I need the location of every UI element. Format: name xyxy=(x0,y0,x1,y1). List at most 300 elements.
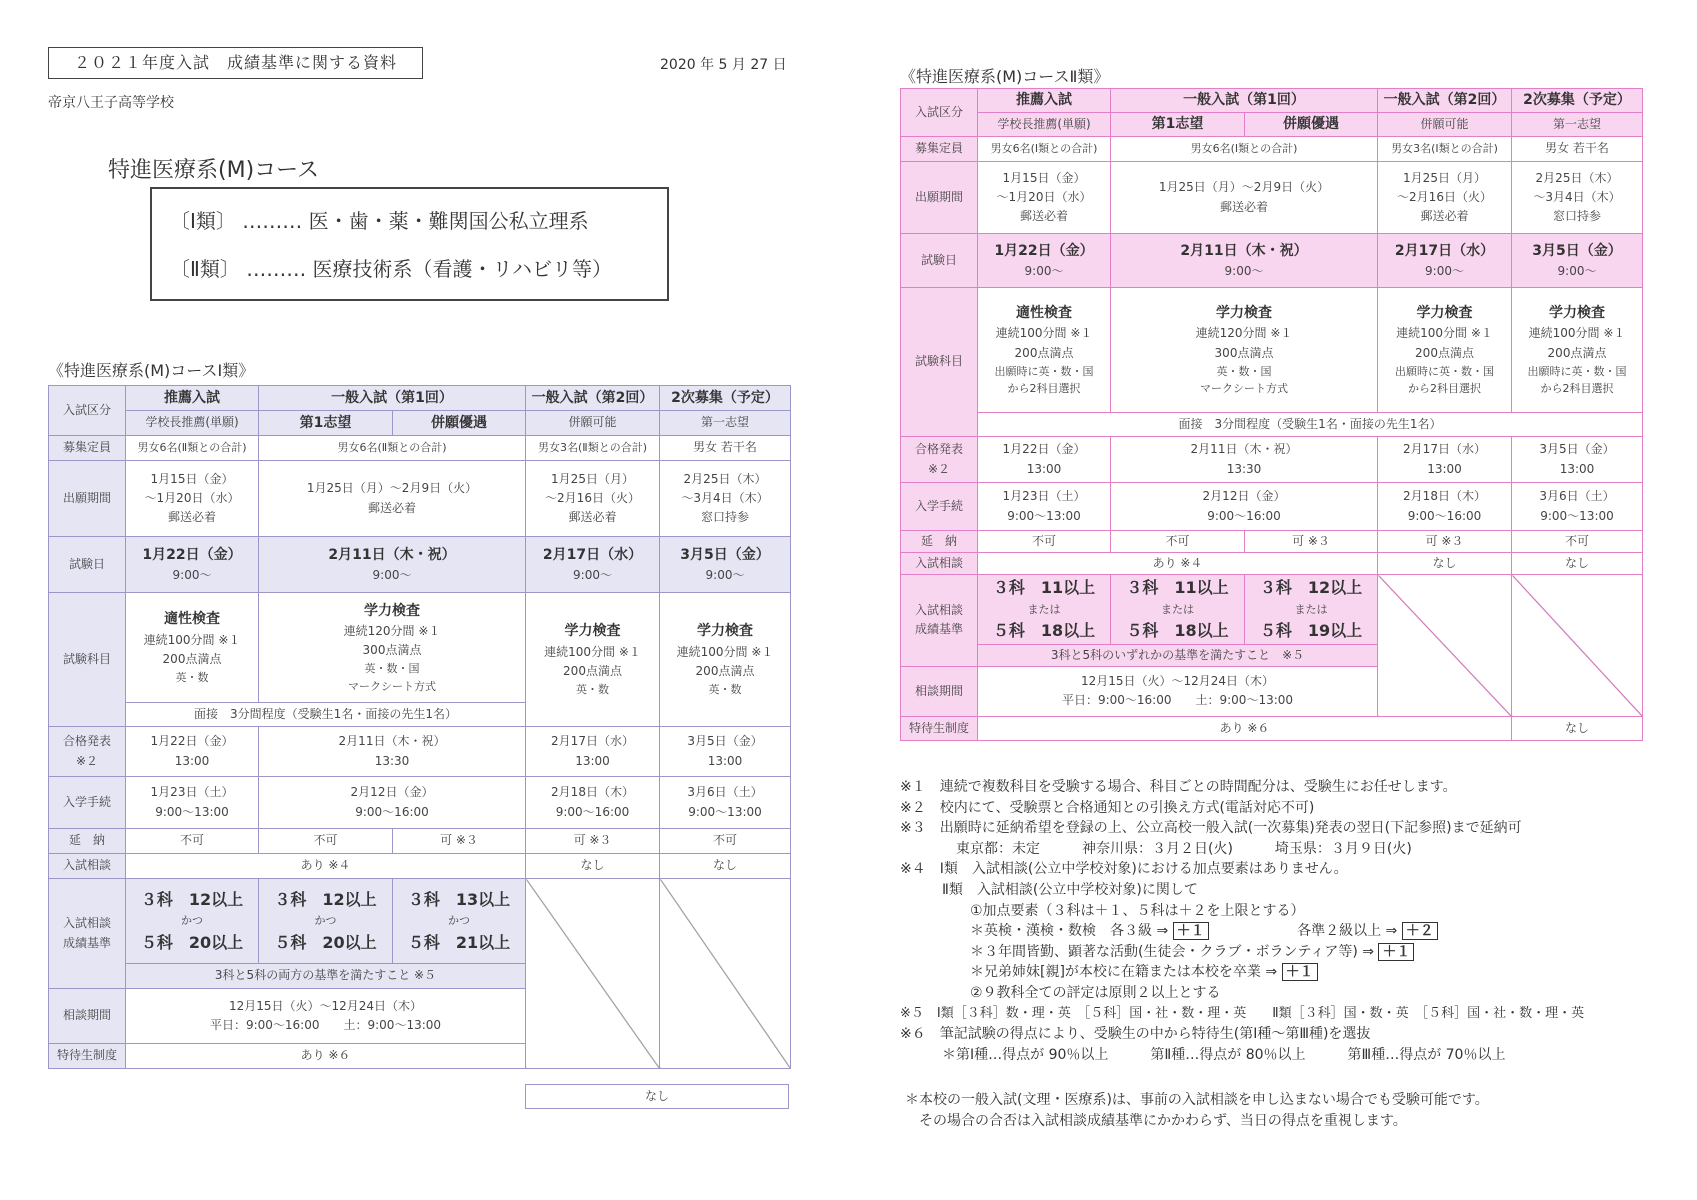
criteria-note: 3科と5科のいずれかの基準を満たすこと ※５ xyxy=(978,644,1378,666)
period-line: 郵送必着 xyxy=(1219,199,1268,214)
examday-date: 3月5日（金） xyxy=(680,546,770,563)
proc-ippan2 xyxy=(1378,483,1512,531)
label-exam-day: 試験日 xyxy=(49,537,126,593)
label-subjects: 試験科目 xyxy=(49,593,126,727)
pass-ippan2 xyxy=(526,727,660,777)
subject-line: 英・数 xyxy=(175,671,209,685)
head-niji: 2次募集（予定） xyxy=(1512,89,1643,113)
capacity-niji: 男女 若干名 xyxy=(1512,137,1643,162)
criteria-heigan xyxy=(393,879,526,964)
examday-ippan1 xyxy=(1111,234,1378,288)
examday-date: 1月22日（金） xyxy=(994,242,1094,259)
criteria-conj: かつ xyxy=(448,914,470,928)
capacity-niji: 男女 若干名 xyxy=(660,436,791,461)
class1-line: 〔Ⅰ類〕 ……… 医・歯・薬・難関国公私立理系 xyxy=(170,209,589,233)
table1-title: 《特進医療系(M)コースⅠ類》 xyxy=(48,361,255,380)
period-ippan1 xyxy=(1111,162,1378,234)
period-line: ～3月4日（木） xyxy=(1533,189,1621,204)
document-title: ２０２１年度入試 成績基準に関する資料 xyxy=(48,47,423,79)
subject-line: 200点満点 xyxy=(1415,345,1474,360)
criteria-note: 3科と5科の両方の基準を満たすこと ※５ xyxy=(126,964,526,989)
proc-date: 2月12日（金） xyxy=(350,785,434,800)
proc-ippan2 xyxy=(526,777,660,829)
examday-time: 9:00～ xyxy=(705,568,745,583)
criteria-3ka: ３科 12以上 xyxy=(140,889,244,909)
subjects-niji xyxy=(1512,288,1643,413)
school-name: 帝京八王子高等学校 xyxy=(48,95,174,111)
period-line: 2月25日（木） xyxy=(1535,170,1619,185)
subject-line: から2科目選択 xyxy=(1540,382,1614,396)
bonus-plus2: ＋２ xyxy=(1402,922,1438,940)
criteria-ippan2-na xyxy=(1378,575,1512,717)
defer-niji: 不可 xyxy=(1512,531,1643,553)
label-line: 成績基準 xyxy=(62,935,111,950)
subject-line: 連続100分間 ※１ xyxy=(676,644,774,659)
pass-time: 13:00 xyxy=(707,753,743,768)
consult-first: あり ※４ xyxy=(126,854,526,879)
label-pass xyxy=(49,727,126,777)
note-4-class2: Ⅱ類 入試相談(公立中学校対象)に関して xyxy=(900,881,1198,898)
head-suisen: 推薦入試 xyxy=(126,386,259,411)
note-6: ※６ 筆記試験の得点により、受験生の中から特待生(第Ⅰ種～第Ⅲ種)を選抜 xyxy=(900,1026,1371,1043)
proc-suisen xyxy=(978,483,1111,531)
criteria-ippan2-na xyxy=(526,879,660,1069)
label-criteria xyxy=(901,575,978,667)
bonus-plus1: ＋１ xyxy=(1282,963,1318,981)
label-consult: 入試相談 xyxy=(49,854,126,879)
subject-line: 連続120分間 ※１ xyxy=(1195,326,1293,341)
examday-date: 2月11日（木・祝） xyxy=(1180,242,1308,259)
note-4: ※４ Ⅰ類 入試相談(公立中学校対象)における加点要素はありません。 xyxy=(900,861,1348,878)
examday-time: 9:00～ xyxy=(372,568,412,583)
period-line: 郵送必着 xyxy=(568,510,617,525)
defer-heigan: 可 ※３ xyxy=(393,829,526,854)
examday-date: 1月22日（金） xyxy=(142,546,242,563)
pass-niji xyxy=(1512,437,1643,483)
criteria-5ka: ５科 18以上 xyxy=(1126,621,1229,641)
label-criteria xyxy=(49,879,126,989)
proc-date: 3月6日（土） xyxy=(1539,489,1615,504)
head-niji: 2次募集（予定） xyxy=(660,386,791,411)
subjects-suisen xyxy=(126,593,259,703)
note-4-bonus-exam xyxy=(900,921,1660,942)
class2-line: 〔Ⅱ類〕 ……… 医療技術系（看護・リハビリ等） xyxy=(170,257,612,281)
period-ippan1 xyxy=(259,461,526,537)
criteria-5ka: ５科 20以上 xyxy=(274,932,377,952)
consult-ippan2: なし xyxy=(526,854,660,879)
proc-date: 2月12日（金） xyxy=(1202,489,1286,504)
subject-line: 200点満点 xyxy=(162,651,222,666)
subject-line: 200点満点 xyxy=(563,663,622,678)
examday-time: 9:00～ xyxy=(1425,264,1464,279)
proc-time: 9:00～13:00 xyxy=(155,804,229,819)
pass-ippan2 xyxy=(1378,437,1512,483)
bonus-exam-text: ＊英検・漢検・数検 各３級 ⇒ xyxy=(900,923,1169,940)
label-line: 合格発表 xyxy=(914,442,963,457)
note-3: ※３ 出願時に延納希望を登録の上、公立高校一般入試(一次募集)発表の翌日(下記参照)まで延納可 xyxy=(900,820,1522,837)
label-pass xyxy=(901,437,978,483)
examday-time: 9:00～ xyxy=(573,568,612,583)
bottom-line-2: その場合の合否は入試相談成績基準にかかわらず、当日の得点を重視します。 xyxy=(905,1113,1407,1129)
footnotes xyxy=(900,777,1660,1065)
label-line: ※２ xyxy=(75,753,99,768)
period-line: 1月15日（金） xyxy=(150,471,234,486)
examday-time: 9:00～ xyxy=(1224,264,1264,279)
bottom-note xyxy=(905,1090,1489,1132)
proc-date: 2月18日（木） xyxy=(551,785,634,800)
proc-time: 9:00～16:00 xyxy=(1207,508,1281,523)
proc-ippan1 xyxy=(259,777,526,829)
label-consult: 入試相談 xyxy=(901,553,978,575)
period-line: ～1月20日（水） xyxy=(996,189,1092,204)
pass-time: 13:00 xyxy=(1026,461,1062,476)
pass-niji xyxy=(660,727,791,777)
criteria-conj: かつ xyxy=(181,914,203,928)
examday-ippan1 xyxy=(259,537,526,593)
subject-line: 200点満点 xyxy=(695,663,755,678)
period-line: ～2月16日（火） xyxy=(545,490,640,505)
examday-time: 9:00～ xyxy=(1024,264,1064,279)
capacity-suisen: 男女6名(Ⅱ類との合計) xyxy=(126,436,259,461)
period-suisen xyxy=(978,162,1111,234)
subject-line: 連続100分間 ※１ xyxy=(1528,326,1626,341)
defer-ippan2: 可 ※３ xyxy=(1378,531,1512,553)
bonus-plus1: ＋１ xyxy=(1173,922,1209,940)
subhead-shibou1: 第1志望 xyxy=(1111,113,1245,137)
proc-suisen xyxy=(126,777,259,829)
criteria-5ka: ５科 19以上 xyxy=(1259,621,1363,641)
period-line: ～3月4日（木） xyxy=(681,490,769,505)
subject-line: 連続120分間 ※１ xyxy=(343,623,441,638)
note-4-bonus-activity xyxy=(900,942,1660,963)
criteria-heigan xyxy=(1245,575,1378,645)
label-line: 成績基準 xyxy=(914,622,963,637)
course-class-box xyxy=(150,187,669,301)
defer-suisen: 不可 xyxy=(126,829,259,854)
examday-niji xyxy=(1512,234,1643,288)
proc-date: 1月23日（土） xyxy=(1002,489,1086,504)
pass-date: 2月11日（木・祝） xyxy=(1190,442,1298,457)
consult-period xyxy=(978,666,1378,716)
subject-line: 英・数 xyxy=(708,683,742,697)
period-line: 窓口持参 xyxy=(1552,209,1601,224)
proc-time: 9:00～16:00 xyxy=(355,804,429,819)
special-first: あり ※６ xyxy=(126,1044,526,1069)
pass-ippan1 xyxy=(1111,437,1378,483)
consult-period-hours: 平日：9:00～16:00 土：9:00～13:00 xyxy=(1061,693,1294,708)
subject-line: 200点満点 xyxy=(1547,345,1607,360)
consult-niji: なし xyxy=(1512,553,1643,575)
table2-schedule xyxy=(900,88,1643,741)
label-line: 入試相談 xyxy=(62,916,111,931)
subject-line: 連続100分間 ※１ xyxy=(1396,326,1493,341)
pass-date: 1月22日（金） xyxy=(150,734,234,749)
subject-line: 英・数・国 xyxy=(364,662,420,676)
subjects-ippan1 xyxy=(1111,288,1378,413)
pass-date: 3月5日（金） xyxy=(1539,442,1615,457)
label-procedure: 入学手続 xyxy=(49,777,126,829)
capacity-suisen: 男女6名(Ⅰ類との合計) xyxy=(978,137,1111,162)
defer-shibou1: 不可 xyxy=(1111,531,1245,553)
criteria-3ka: ３科 11以上 xyxy=(992,578,1096,597)
examday-time: 9:00～ xyxy=(1557,264,1597,279)
proc-time: 9:00～13:00 xyxy=(1007,508,1081,523)
proc-time: 9:00～16:00 xyxy=(555,804,630,819)
subject-line: マークシート方式 xyxy=(348,679,436,693)
pass-ippan1 xyxy=(259,727,526,777)
label-line: 合格発表 xyxy=(62,734,111,749)
proc-time: 9:00～13:00 xyxy=(688,804,762,819)
pass-suisen xyxy=(126,727,259,777)
period-line: 2月25日（木） xyxy=(683,471,767,486)
criteria-3ka: ３科 13以上 xyxy=(407,889,511,909)
capacity-ippan2: 男女3名(Ⅰ類との合計) xyxy=(1378,137,1512,162)
label-kubun: 入試区分 xyxy=(901,89,978,137)
period-line: ～2月16日（火） xyxy=(1397,189,1492,204)
subject-line: マークシート方式 xyxy=(1200,382,1288,396)
period-niji xyxy=(1512,162,1643,234)
criteria-3ka: ３科 12以上 xyxy=(1259,578,1363,597)
criteria-shibou1 xyxy=(1111,575,1245,645)
subject-line: 連続100分間 ※１ xyxy=(143,632,241,647)
head-ippan1: 一般入試（第1回） xyxy=(1111,89,1378,113)
examday-date: 2月11日（木・祝） xyxy=(328,546,456,563)
criteria-shibou1 xyxy=(259,879,393,964)
note-4-bonus-head: ①加点要素（３科は＋１、５科は＋２を上限とする） xyxy=(900,902,1305,919)
consult-first: あり ※４ xyxy=(978,553,1378,575)
table1-schedule xyxy=(48,385,791,1069)
criteria-conj: または xyxy=(1294,602,1328,616)
period-line: 1月25日（月） xyxy=(1403,170,1486,185)
proc-date: 1月23日（土） xyxy=(150,785,234,800)
consult-period-dates: 12月15日（火）～12月24日（木） xyxy=(1080,674,1275,689)
capacity-ippan1: 男女6名(Ⅰ類との合計) xyxy=(1111,137,1378,162)
label-line: ※２ xyxy=(927,461,951,476)
label-capacity: 募集定員 xyxy=(49,436,126,461)
label-exam-day: 試験日 xyxy=(901,234,978,288)
pass-date: 2月17日（水） xyxy=(1403,442,1486,457)
examday-niji xyxy=(660,537,791,593)
criteria-5ka: ５科 18以上 xyxy=(992,621,1096,641)
defer-heigan: 可 ※３ xyxy=(1245,531,1378,553)
note-5: ※５ Ⅰ類［３科］数・理・英 ［５科］国・社・数・理・英 Ⅱ類［３科］国・数・英 ［５科］国・社・数・理・英 xyxy=(900,1005,1585,1021)
subject-line: 連続100分間 ※１ xyxy=(544,644,641,659)
period-line: 1月25日（月）～2月9日（火） xyxy=(306,481,478,496)
label-defer: 延 納 xyxy=(49,829,126,854)
subject-line: 出願時に英・数・国 xyxy=(994,364,1094,378)
pass-date: 2月17日（水） xyxy=(551,734,634,749)
consult-ippan2: なし xyxy=(1378,553,1512,575)
interview-note: 面接 3分間程度（受験生1名・面接の先生1名） xyxy=(126,703,526,727)
pass-time: 13:00 xyxy=(1559,461,1595,476)
period-line: 郵送必着 xyxy=(1019,209,1068,224)
pass-time: 13:00 xyxy=(575,753,610,768)
capacity-ippan1: 男女6名(Ⅱ類との合計) xyxy=(259,436,526,461)
proc-time: 9:00～13:00 xyxy=(1540,508,1614,523)
subjects-niji xyxy=(660,593,791,727)
pass-date: 3月5日（金） xyxy=(687,734,763,749)
label-special: 特待生制度 xyxy=(49,1044,126,1069)
period-line: 1月15日（金） xyxy=(1002,170,1086,185)
criteria-niji-na xyxy=(1512,575,1643,717)
examday-date: 2月17日（水） xyxy=(1394,242,1495,259)
capacity-ippan2: 男女3名(Ⅱ類との合計) xyxy=(526,436,660,461)
subjects-ippan2 xyxy=(1378,288,1512,413)
note-4-bonus-sibling xyxy=(900,962,1660,983)
subject-line: 英・数・国 xyxy=(1216,364,1272,378)
proc-date: 2月18日（木） xyxy=(1403,489,1486,504)
note-2: ※２ 校内にて、受験票と合格通知との引換え方式(電話対応不可) xyxy=(900,799,1315,816)
period-line: 郵送必着 xyxy=(167,510,216,525)
proc-niji xyxy=(660,777,791,829)
special-niji: なし xyxy=(1512,716,1643,740)
subject-type: 学力検査 xyxy=(697,623,753,640)
period-line: ～1月20日（水） xyxy=(144,490,240,505)
examday-suisen xyxy=(978,234,1111,288)
examday-ippan2 xyxy=(526,537,660,593)
subhead-suisen: 学校長推薦(単願) xyxy=(978,113,1111,137)
criteria-conj: または xyxy=(1161,602,1194,616)
label-capacity: 募集定員 xyxy=(901,137,978,162)
consult-niji: なし xyxy=(660,854,791,879)
period-line: 1月25日（月） xyxy=(551,471,634,486)
label-special: 特待生制度 xyxy=(901,716,978,740)
defer-ippan2: 可 ※３ xyxy=(526,829,660,854)
subhead-heigan: 併願優遇 xyxy=(1245,113,1378,137)
label-kubun: 入試区分 xyxy=(49,386,126,436)
subject-line: 出願時に英・数・国 xyxy=(1395,364,1494,378)
bonus-activity-text: ＊３年間皆勤、顕著な活動(生徒会・クラブ・ボランティア等) ⇒ xyxy=(900,943,1374,960)
criteria-conj: または xyxy=(1027,602,1061,616)
note-3-dates: 東京都：未定 神奈川県：３月２日(火) 埼玉県：３月９日(火) xyxy=(900,840,1412,857)
period-niji xyxy=(660,461,791,537)
criteria-3ka: ３科 11以上 xyxy=(1126,578,1229,597)
head-ippan1: 一般入試（第1回） xyxy=(259,386,526,411)
subject-type: 学力検査 xyxy=(1416,305,1473,322)
criteria-5ka: ５科 20以上 xyxy=(140,932,244,952)
subhead-shibou1: 第1志望 xyxy=(259,411,393,436)
subject-type: 適性検査 xyxy=(164,611,220,628)
period-line: 窓口持参 xyxy=(700,510,749,525)
proc-niji xyxy=(1512,483,1643,531)
subjects-suisen xyxy=(978,288,1111,413)
subject-line: 300点満点 xyxy=(362,643,422,658)
interview-note: 面接 3分間程度（受験生1名・面接の先生1名） xyxy=(978,413,1643,437)
period-suisen xyxy=(126,461,259,537)
examday-time: 9:00～ xyxy=(172,568,212,583)
subject-line: 300点満点 xyxy=(1214,345,1274,360)
period-line: 郵送必着 xyxy=(367,500,416,515)
pass-date: 2月11日（木・祝） xyxy=(338,734,446,749)
label-period: 出願期間 xyxy=(49,461,126,537)
subject-type: 学力検査 xyxy=(564,623,621,640)
label-line: 入試相談 xyxy=(914,603,963,618)
label-period: 出願期間 xyxy=(901,162,978,234)
criteria-5ka: ５科 21以上 xyxy=(407,932,511,952)
criteria-niji-na xyxy=(660,879,791,1069)
subhead-suisen: 学校長推薦(単願) xyxy=(126,411,259,436)
note-6-tiers: ＊第Ⅰ種…得点が 90％以上 第Ⅱ種…得点が 80％以上 第Ⅲ種…得点が 70％以上 xyxy=(900,1046,1506,1063)
label-procedure: 入学手続 xyxy=(901,483,978,531)
subject-line: から2科目選択 xyxy=(1007,382,1081,396)
label-consult-period: 相談期間 xyxy=(49,989,126,1044)
subject-line: 連続100分間 ※１ xyxy=(995,326,1093,341)
subhead-niji: 第一志望 xyxy=(1512,113,1643,137)
proc-date: 3月6日（土） xyxy=(687,785,763,800)
defer-suisen: 不可 xyxy=(978,531,1111,553)
criteria-conj: かつ xyxy=(314,914,337,928)
label-defer: 延 納 xyxy=(901,531,978,553)
pass-time: 13:30 xyxy=(374,753,410,768)
table2-title: 《特進医療系(M)コースⅡ類》 xyxy=(900,67,1110,86)
subject-line: 出願時に英・数・国 xyxy=(1527,364,1627,378)
examday-suisen xyxy=(126,537,259,593)
note-4-grades: ②９教科全ての評定は原則２以上とする xyxy=(900,984,1221,1001)
document-date: 2020 年 5 月 27 日 xyxy=(660,57,787,73)
special-later: なし xyxy=(525,1084,789,1109)
criteria-3ka: ３科 12以上 xyxy=(274,889,377,909)
subject-line: 英・数 xyxy=(576,683,609,697)
pass-suisen xyxy=(978,437,1111,483)
subject-type: 適性検査 xyxy=(1016,305,1072,322)
period-ippan2 xyxy=(1378,162,1512,234)
proc-time: 9:00～16:00 xyxy=(1407,508,1482,523)
head-ippan2: 一般入試（第2回） xyxy=(1378,89,1512,113)
pass-date: 1月22日（金） xyxy=(1002,442,1086,457)
bonus-exam-text2: 各準２級以上 ⇒ xyxy=(1213,923,1398,940)
bonus-plus1: ＋１ xyxy=(1378,943,1414,961)
period-line: 郵送必着 xyxy=(1420,209,1469,224)
subject-line: から2科目選択 xyxy=(1408,382,1481,396)
pass-time: 13:30 xyxy=(1226,461,1262,476)
consult-period-hours: 平日：9:00～16:00 土：9:00～13:00 xyxy=(209,1018,442,1032)
consult-period xyxy=(126,989,526,1044)
examday-date: 3月5日（金） xyxy=(1532,242,1622,259)
period-ippan2 xyxy=(526,461,660,537)
subjects-ippan2 xyxy=(526,593,660,727)
head-ippan2: 一般入試（第2回） xyxy=(526,386,660,411)
special-first: あり ※６ xyxy=(978,716,1512,740)
criteria-suisen xyxy=(126,879,259,964)
subhead-heigan: 併願優遇 xyxy=(393,411,526,436)
subhead-heigan-ok: 併願可能 xyxy=(526,411,660,436)
examday-ippan2 xyxy=(1378,234,1512,288)
defer-shibou1: 不可 xyxy=(259,829,393,854)
label-subjects: 試験科目 xyxy=(901,288,978,437)
subhead-niji: 第一志望 xyxy=(660,411,791,436)
subject-type: 学力検査 xyxy=(1549,305,1605,322)
note-1: ※１ 連続で複数科目を受験する場合、科目ごとの時間配分は、受験生にお任せします。 xyxy=(900,779,1457,795)
proc-ippan1 xyxy=(1111,483,1378,531)
subhead-heigan-ok: 併願可能 xyxy=(1378,113,1512,137)
consult-period-dates: 12月15日（火）～12月24日（木） xyxy=(228,998,423,1013)
subject-line: 200点満点 xyxy=(1014,345,1074,360)
criteria-suisen xyxy=(978,575,1111,645)
course-title: 特進医療系(M)コース xyxy=(108,158,320,183)
bottom-line-1: ＊本校の一般入試(文理・医療系)は、事前の入試相談を申し込まない場合でも受験可能です。 xyxy=(905,1092,1489,1108)
pass-time: 13:00 xyxy=(1427,461,1462,476)
bonus-sibling-text: ＊兄弟姉妹[親]が本校に在籍または本校を卒業 ⇒ xyxy=(900,964,1278,981)
head-suisen: 推薦入試 xyxy=(978,89,1111,113)
period-line: 1月25日（月）～2月9日（火） xyxy=(1158,180,1330,195)
examday-date: 2月17日（水） xyxy=(542,546,643,563)
label-consult-period: 相談期間 xyxy=(901,666,978,716)
subject-type: 学力検査 xyxy=(364,602,420,619)
defer-niji: 不可 xyxy=(660,829,791,854)
pass-time: 13:00 xyxy=(174,753,210,768)
subject-type: 学力検査 xyxy=(1216,305,1272,322)
subjects-ippan1 xyxy=(259,593,526,703)
